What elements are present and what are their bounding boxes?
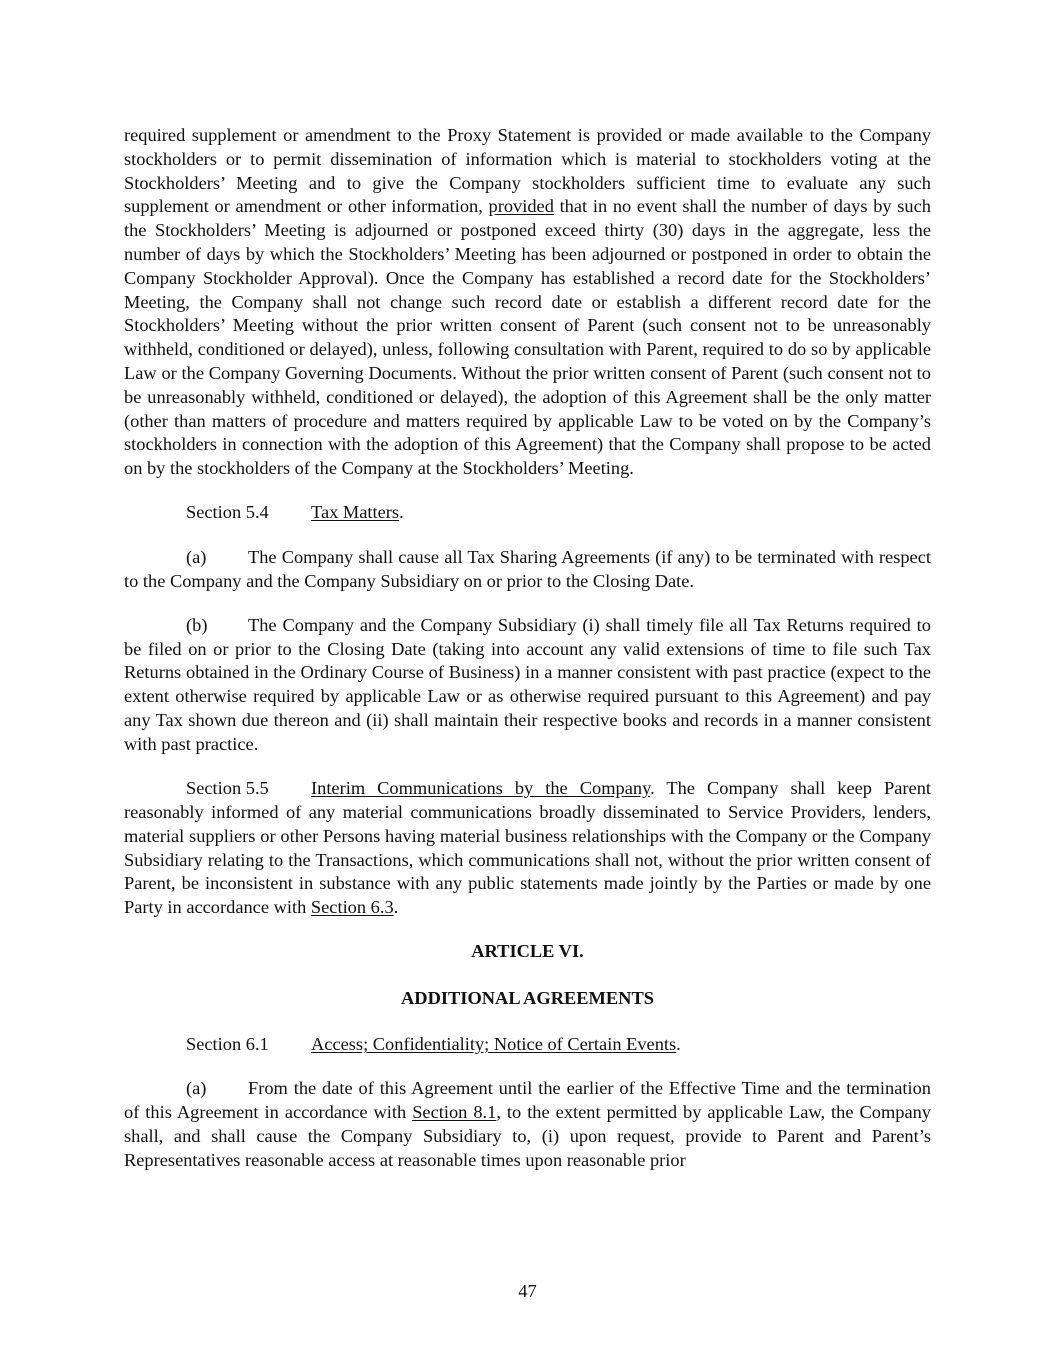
text: required supplement or amendment to the Proxy Statement is provided or made available to the Company stockholders or to permit dissemination of information which is material to stockholders voting at the Stockholders’ Meeting and to give the Company stockholders sufficient time to evaluate any such supplement or amendment or other information, (124, 125, 931, 217)
text: The Company and the Company Subsidiary (i) shall timely file all Tax Returns required to be filed on or prior to the Closing Date (taking into account any valid extensions of time to file such Tax Returns obtained in the Ordinary Course of Business) in a manner consistent with past practice (expect to the extent otherwise required by applicable Law or as otherwise required pursuant to this Agreement) and pay any Tax shown due thereon and (ii) shall maintain their respective books and records in a manner consistent with past practice. (124, 614, 931, 754)
cross-reference-link[interactable]: Section 8.1 (412, 1102, 497, 1123)
text: , to the extent permitted by applicable Law, the Company shall, and shall cause the Company Subsidiary to, (i) upon request, provide to Parent and Parent’s Representatives reasonable access at reasonable times upon reasonable prior (124, 1102, 931, 1170)
text: From the date of this Agreement until the earlier of the Effective Time and the termination of this Agreement in accordance with (124, 1078, 931, 1123)
text: The Company shall cause all Tax Sharing Agreements (if any) to be terminated with respect to the Company and the Company Subsidiary on or prior to the Closing Date. (124, 546, 931, 591)
paragraph (124, 546, 931, 594)
paragraph (124, 1077, 931, 1172)
subsection-label: (b) (186, 614, 208, 635)
underlined-text: Interim Communications by the Company (311, 778, 651, 799)
text: . (399, 502, 404, 523)
paragraph (124, 614, 931, 757)
underlined-text: provided (488, 196, 554, 217)
page-number: 47 (518, 1281, 537, 1301)
text: . (676, 1034, 681, 1054)
underlined-text: Tax Matters (311, 502, 400, 523)
article-heading: ARTICLE VI. (471, 941, 584, 962)
subsection-label: (a) (186, 546, 207, 567)
text: that in no event shall the number of days by such the Stockholders’ Meeting is adjourned or postponed exceed thirty (30) days in the aggregate, less the number of days by which the Stockholders’ Meeting has been adjourned or postponed in order to obtain the Company Stockholder Approval). Once the Company has established a record date for the Stockholders’ Meeting, the Company shall not change such record date or establish a different record date for the Stockholders’ Meeting without the prior written consent of Parent (such consent not to be unreasonably withheld, conditioned or delayed), unless, following consultation with Parent, required to do so by applicable Law or the Company Governing Documents. Without the prior written consent of Parent (such consent not to be unreasonably withheld, conditioned or delayed), the adoption of this Agreement shall be the only matter (other than matters of procedure and matters required by applicable Law to be voted on by the Company’s stockholders in connection with the adoption of this Agreement) that the Company shall propose to be acted on by the stockholders of the Company at the Stockholders’ Meeting. (124, 196, 931, 479)
cross-reference-link[interactable]: Section 6.3 (310, 897, 394, 918)
section-paragraph (124, 1033, 931, 1057)
section-paragraph (124, 501, 931, 525)
section-paragraph (124, 777, 931, 920)
subsection-label: (a) (186, 1078, 207, 1099)
underlined-text: Access; Confidentiality; Notice of Certain Events (311, 1034, 677, 1054)
paragraph (124, 124, 931, 481)
text: . (393, 897, 399, 918)
section-number: Section 5.5 (186, 778, 269, 799)
section-number: Section 6.1 (186, 1034, 269, 1054)
article-heading: ADDITIONAL AGREEMENTS (401, 987, 654, 1008)
document-page (124, 124, 931, 1193)
text: . The Company shall keep Parent reasonably informed of any material communications broadly disseminated to Service Providers, lenders, material suppliers or other Persons having material business relationships with the Company or the Company Subsidiary relating to the Transactions, which communications shall not, without the prior written consent of Parent, be inconsistent in substance with any public statements made jointly by the Parties or made by one Party in accordance with (124, 778, 931, 918)
section-number: Section 5.4 (186, 502, 269, 523)
